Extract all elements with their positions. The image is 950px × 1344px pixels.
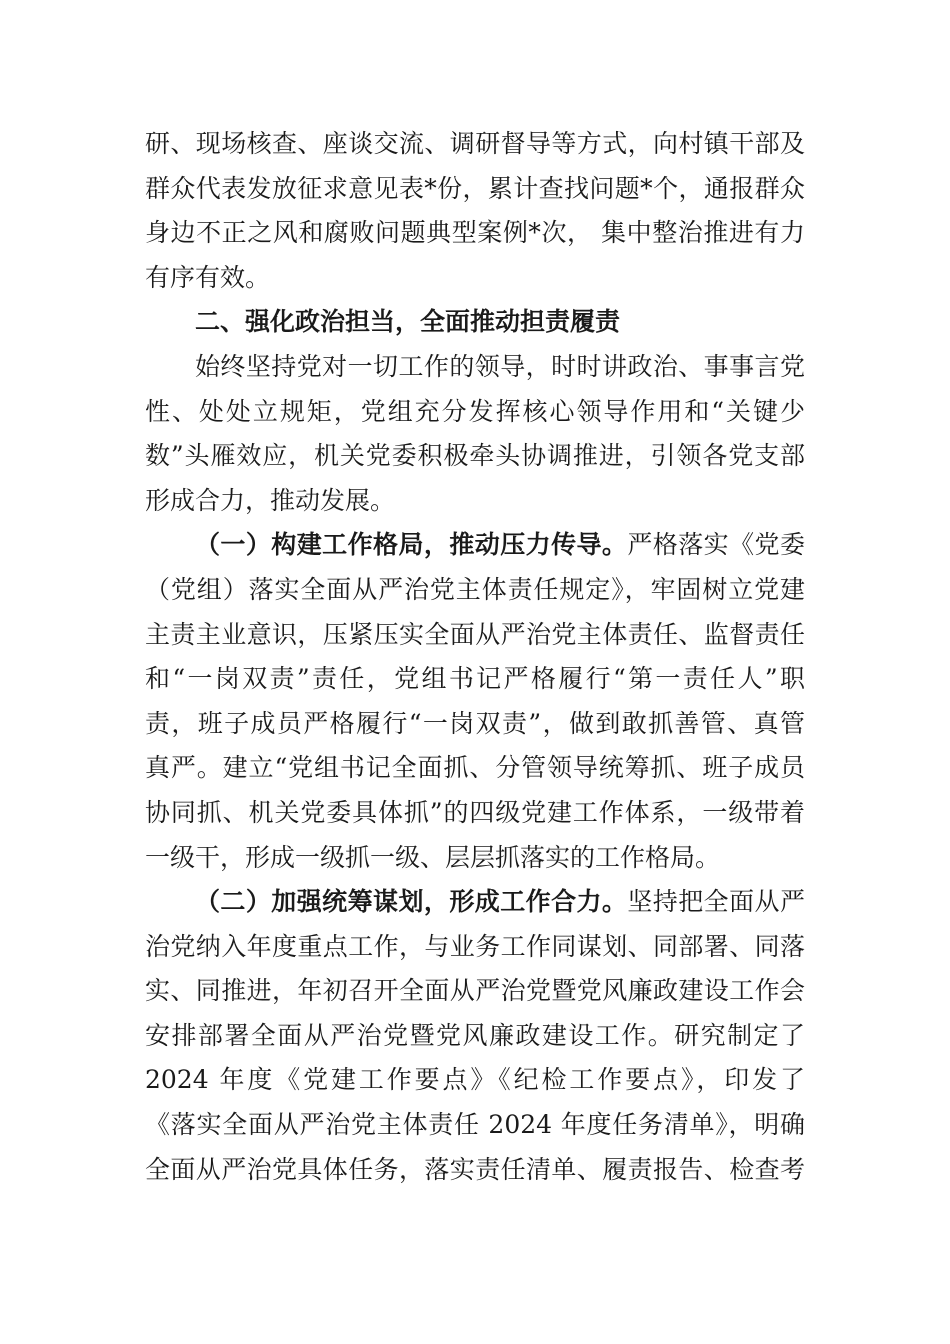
para-one-subtitle: （一）构建工作格局，推动压力传导。 xyxy=(195,530,628,560)
para-one-line-4: 和“一岗双责”责任，党组书记严格履行“第一责任人”职 xyxy=(145,664,805,694)
para-two-line-2: 治党纳入年度重点工作，与业务工作同谋划、同部署、同落 xyxy=(145,931,805,961)
para-one-line-7: 协同抓、机关党委具体抓”的四级党建工作体系，一级带着 xyxy=(145,797,805,827)
para-one-line-3: 主责主业意识，压紧压实全面从严治党主体责任、监督责任 xyxy=(145,619,805,649)
para-one-line-6: 真严。建立“党组书记全面抓、分管领导统筹抓、班子成员 xyxy=(145,753,805,783)
intro-line-1: 研、现场核查、座谈交流、调研督导等方式，向村镇干部及 xyxy=(145,129,805,158)
para-two-subtitle: （二）加强统筹谋划，形成工作合力。 xyxy=(195,887,628,917)
para-two-line-3: 实、同推进，年初召开全面从严治党暨党风廉政建设工作会 xyxy=(145,976,805,1006)
document-body xyxy=(145,122,805,1192)
intro-line-3: 身边不正之风和腐败问题典型案例*次， 集中整治推进有力 xyxy=(145,218,805,248)
para-two-line-5: 2024 年度《党建工作要点》《纪检工作要点》，印发了 xyxy=(145,1065,805,1095)
para-two-line-1 xyxy=(145,880,805,925)
section-para-line-3: 数”头雁效应，机关党委积极牵头协调推进，引领各党支部 xyxy=(145,441,805,471)
para-two-line-7: 全面从严治党具体任务，落实责任清单、履责报告、检查考 xyxy=(145,1154,805,1184)
para-one-first-line-rest: 严格落实《党委 xyxy=(627,530,805,560)
section-para-line-4: 形成合力，推动发展。 xyxy=(145,485,396,515)
para-two-line-6: 《落实全面从严治党主体责任 2024 年度任务清单》，明确 xyxy=(145,1110,805,1140)
para-one-line-8: 一级干，形成一级抓一级、层层抓落实的工作格局。 xyxy=(145,842,721,872)
intro-line-2: 群众代表发放征求意见表*份，累计查找问题*个，通报群众 xyxy=(145,173,805,203)
para-two-first-line-rest: 坚持把全面从严 xyxy=(627,887,805,917)
para-one-line-5: 责，班子成员严格履行“一岗双责”，做到敢抓善管、真管 xyxy=(145,708,805,738)
section-heading: 二、强化政治担当，全面推动担责履责 xyxy=(195,307,621,337)
para-one-line-1 xyxy=(145,523,805,568)
para-two-line-4: 安排部署全面从严治党暨党风廉政建设工作。研究制定了 xyxy=(145,1020,805,1050)
section-para-line-1: 始终坚持党对一切工作的领导，时时讲政治、事事言党 xyxy=(195,351,805,381)
para-one-line-2: （党组）落实全面从严治党主体责任规定》，牢固树立党建 xyxy=(145,574,805,604)
section-para-line-2: 性、处处立规矩，党组充分发挥核心领导作用和“关键少 xyxy=(145,396,805,426)
intro-line-4: 有序有效。 xyxy=(145,262,271,292)
